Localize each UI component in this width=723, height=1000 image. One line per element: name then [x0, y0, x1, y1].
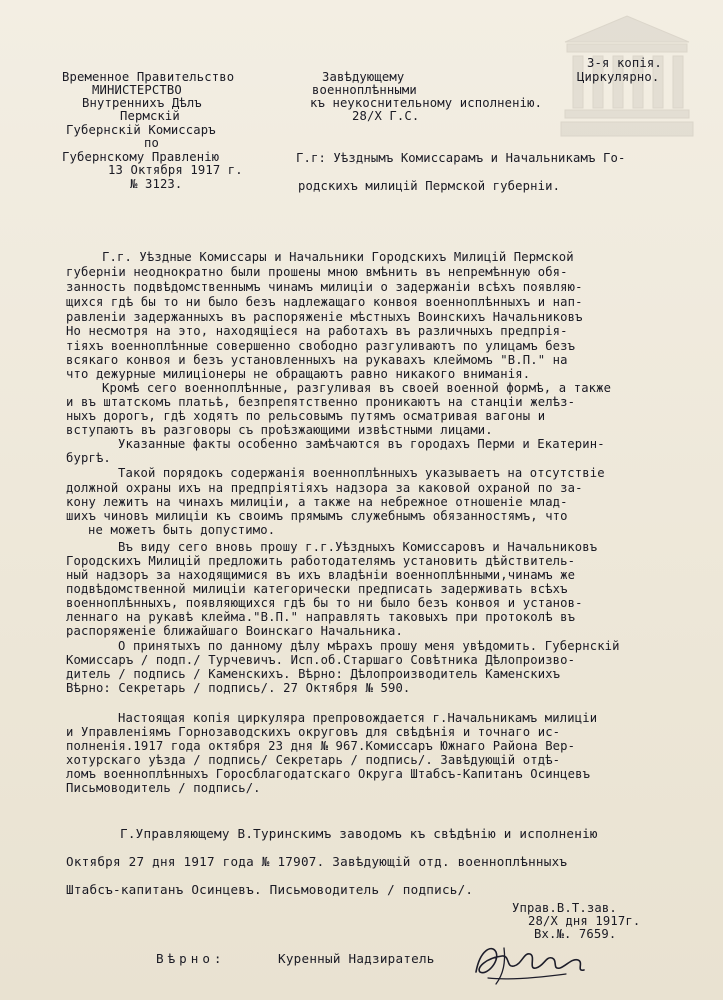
circular-note: Циркулярно. [577, 70, 660, 84]
resolution-line: военноплѣнными [312, 83, 417, 97]
sender-line: Внутреннихъ Дѣлъ [82, 96, 202, 110]
resolution-line: Завѣдующему [322, 70, 405, 84]
body-line: вступаютъ въ разговоры съ проѣзжающими извѣстными лицами. [66, 423, 493, 437]
body-line: Вѣрно: Секретарь / подпись/. 27 Октября № 590. [66, 681, 411, 695]
sender-line: МИНИСТЕРСТВО [92, 83, 182, 97]
attest-title: Куренный Надзиратель [278, 951, 435, 966]
body-line: подвѣдомственной милиціи категорически предписать задерживать всѣхъ [66, 582, 568, 596]
body-line: Городскихъ Милицій предложить работодателямъ установить дѣйствитель- [66, 554, 576, 568]
copy-note: 3-я копія. [587, 56, 662, 70]
handwritten-signature-icon [466, 938, 596, 988]
body-line: ныхъ дорогъ, гдѣ ходятъ по рельсовымъ путямъ осматривая вагоны и [66, 409, 546, 423]
registry-line: 28/X дня 1917г. [528, 914, 641, 928]
forwarding-line: и Управленіямъ Горнозаводскихъ округовъ для свѣдѣнія и точнаго ис- [66, 725, 561, 739]
body-line: не можетъ быть допустимо. [88, 523, 276, 537]
forwarding-line: Настоящая копія циркуляра препровождается г.Начальникамъ милиціи [118, 711, 598, 725]
notice-line: Штабсъ-капитанъ Осинцевъ. Письмоводитель / подпись/. [66, 882, 474, 897]
body-line: что дежурные милиціонеры не обращаютъ равно никакого вниманія. [66, 367, 531, 381]
sender-line: по [144, 136, 159, 150]
resolution-line: 28/X Г.С. [352, 109, 420, 123]
body-line: О принятыхъ по данному дѣлу мѣрахъ прошу меня увѣдомить. Губернскій [118, 639, 620, 653]
body-line: леннаго на рукавѣ клейма."В.П." направлять таковыхъ при протоколѣ въ [66, 610, 576, 624]
body-line: Г.г. Уѣздные Комиссары и Начальники Городскихъ Милицій Пермской [102, 250, 574, 264]
body-line: всякаго конвоя и безъ установленныхъ на рукавахъ клеймомъ "В.П." на [66, 353, 568, 367]
body-line: Но несмотря на это, находящіеся на работахъ въ различныхъ предпрія- [66, 324, 568, 338]
body-line: военноплѣнныхъ, появляющихся гдѣ бы то ни было безъ конвоя и установ- [66, 596, 583, 610]
body-line: бургѣ. [66, 451, 111, 465]
body-line: распоряженіе ближайшаго Воинскаго Начальника. [66, 624, 403, 638]
forwarding-line: ломъ военноплѣнныхъ Горосблагодатскаго Округа Штабсъ-Капитанъ Осинцевъ [66, 767, 591, 781]
sender-line: Губернскій Комиссаръ [66, 123, 216, 137]
sender-line: № 3123. [130, 177, 183, 191]
forwarding-line: полненія.1917 года октября 23 дня № 967.Комиссаръ Южнаго Района Вер- [66, 739, 576, 753]
body-line: Кромѣ сего военноплѣнные, разгуливая въ своей военной формѣ, а также [102, 381, 612, 395]
addressee-line: Г.г: Уѣзднымъ Комиссарамъ и Начальникамъ Го- [296, 151, 626, 165]
sender-line: Временное Правительство [62, 70, 235, 84]
body-line: Указанные факты особенно замѣчаются въ городахъ Перми и Екатерин- [118, 437, 605, 451]
addressee-line: родскихъ милицій Пермской губерніи. [298, 179, 561, 193]
sender-line: Пермскій [120, 109, 180, 123]
body-line: занность подвѣдомственнымъ чинамъ милиціи о задержаніи всѣхъ появляю- [66, 280, 583, 294]
body-line: Въ виду сего вновь прошу г.г.Уѣздныхъ Комиссаровъ и Начальниковъ [118, 540, 598, 554]
body-line: Такой порядокъ содержанія военноплѣнныхъ указываетъ на отсутствіе [118, 466, 605, 480]
body-line: должной охраны ихъ на предпріятіяхъ надзора за каковой охраной по за- [66, 481, 583, 495]
body-line: равленіи задержанныхъ въ распоряженіе мѣстныхъ Воинскихъ Начальниковъ [66, 310, 583, 324]
registry-line: Вх.№. 7659. [534, 927, 617, 941]
body-line: ный надзоръ за находящимися въ ихъ владѣніи военноплѣнными,чинамъ же [66, 568, 576, 582]
notice-line: Октября 27 дня 1917 года № 17907. Завѣдующій отд. военноплѣнныхъ [66, 854, 568, 869]
body-line: дитель / подпись / Каменскихъ. Вѣрно: Дѣлопроизводитель Каменскихъ [66, 667, 561, 681]
resolution-line: къ неукоснительному исполненію. [310, 96, 543, 110]
body-line: кону лежитъ на чинахъ милиціи, а также на небрежное отношеніе млад- [66, 495, 568, 509]
sender-line: 13 Октября 1917 г. [108, 163, 243, 177]
sender-line: Губернскому Правленію [62, 150, 220, 164]
body-line: и въ штатскомъ платьѣ, безпрепятственно проникаютъ на станціи желѣз- [66, 395, 576, 409]
body-line: тіяхъ военноплѣнные совершенно свободно разгуливаютъ по улицамъ безъ [66, 339, 576, 353]
body-line: губерніи неоднократно были прошены мною вмѣнить въ непремѣнную обя- [66, 265, 568, 279]
forwarding-line: хотурскаго уѣзда / подпись/ Секретарь / подпись/. Завѣдующій отдѣ- [66, 753, 561, 767]
forwarding-line: Письмоводитель / подпись/. [66, 781, 261, 795]
notice-line: Г.Управляющему В.Туринскимъ заводомъ къ свѣдѣнію и исполненію [120, 826, 598, 841]
body-line: Комиссаръ / подп./ Турчевичъ. Исп.об.Старшаго Совѣтника Дѣлопроизво- [66, 653, 576, 667]
registry-line: Управ.В.Т.зав. [512, 901, 617, 915]
attest-label: Вѣрно: [156, 951, 226, 966]
body-line: шихъ чиновъ милиціи къ своимъ прямымъ служебнымъ обязанностямъ, что [66, 509, 568, 523]
body-line: щихся гдѣ бы то ни было безъ надлежащаго конвоя военноплѣнныхъ и нап- [66, 295, 583, 309]
